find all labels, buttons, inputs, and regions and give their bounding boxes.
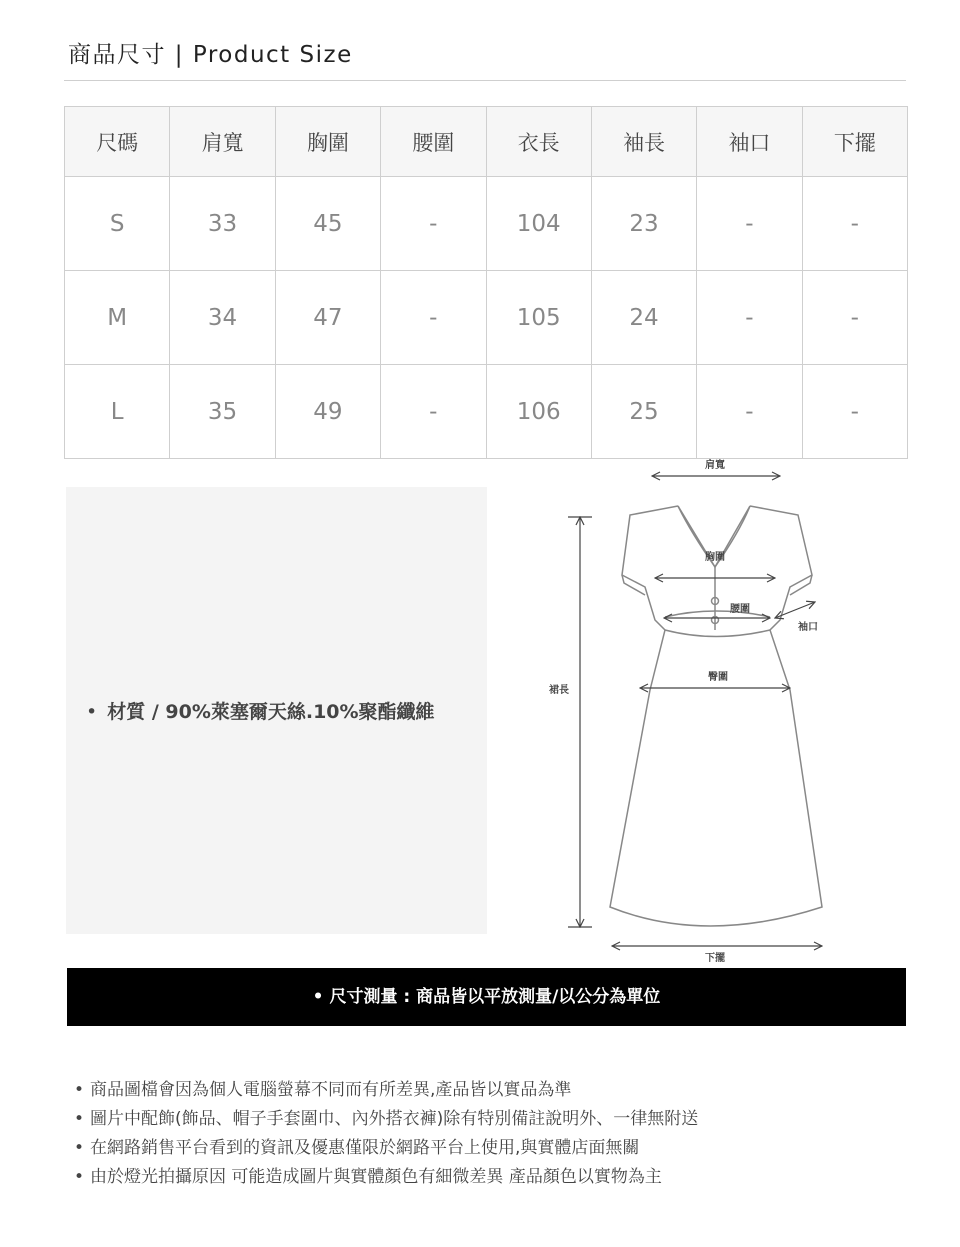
list-item: • 圖片中配飾(飾品、帽子手套圍巾、內外搭衣褲)除有特別備註說明外、一律無附送 bbox=[74, 1106, 698, 1135]
header-length: 衣長 bbox=[486, 107, 591, 177]
garment-diagram bbox=[540, 455, 840, 965]
header-hem: 下擺 bbox=[802, 107, 907, 177]
table-cell: M bbox=[65, 271, 170, 365]
notes-list bbox=[74, 1077, 698, 1193]
bullet: • bbox=[86, 701, 98, 723]
material-text: 材質 / 90%萊塞爾天絲.10%聚酯纖維 bbox=[107, 701, 435, 723]
table-cell: - bbox=[697, 271, 802, 365]
table-cell: 24 bbox=[591, 271, 696, 365]
table-cell: 47 bbox=[275, 271, 380, 365]
material-panel bbox=[66, 487, 487, 934]
header-shoulder: 肩寬 bbox=[170, 107, 275, 177]
measure-arrows bbox=[568, 476, 822, 946]
header-cuff: 袖口 bbox=[697, 107, 802, 177]
table-cell: - bbox=[697, 365, 802, 459]
table-cell: S bbox=[65, 177, 170, 271]
chest-label: 胸圍 bbox=[705, 552, 725, 563]
table-cell: 104 bbox=[486, 177, 591, 271]
skirt-length-label: 裙長 bbox=[549, 685, 569, 696]
size-table bbox=[64, 106, 908, 459]
table-cell: 105 bbox=[486, 271, 591, 365]
header-waist: 腰圍 bbox=[381, 107, 486, 177]
list-item: • 商品圖檔會因為個人電腦螢幕不同而有所差異,產品皆以實品為準 bbox=[74, 1077, 698, 1106]
waist-label: 腰圍 bbox=[730, 604, 750, 615]
table-cell: 34 bbox=[170, 271, 275, 365]
table-cell: - bbox=[697, 177, 802, 271]
table-cell: - bbox=[381, 365, 486, 459]
table-row bbox=[65, 365, 908, 459]
table-row bbox=[65, 177, 908, 271]
table-row bbox=[65, 271, 908, 365]
measure-note-bar: • 尺寸測量 : 商品皆以平放測量/以公分為單位 bbox=[67, 968, 906, 1026]
list-item: • 在網路銷售平台看到的資訊及優惠僅限於網路平台上使用,與實體店面無關 bbox=[74, 1135, 698, 1164]
title-divider bbox=[64, 80, 906, 81]
table-cell: L bbox=[65, 365, 170, 459]
hip-label: 臀圍 bbox=[708, 672, 728, 683]
dress-outline bbox=[610, 506, 822, 926]
table-cell: 23 bbox=[591, 177, 696, 271]
table-cell: 25 bbox=[591, 365, 696, 459]
cuff-label: 袖口 bbox=[798, 622, 818, 633]
hem-label: 下擺 bbox=[705, 953, 725, 964]
header-chest: 胸圍 bbox=[275, 107, 380, 177]
table-cell: - bbox=[802, 177, 907, 271]
list-item: • 由於燈光拍攝原因 可能造成圖片與實體顏色有細微差異 產品顏色以實物為主 bbox=[74, 1164, 698, 1193]
table-cell: 49 bbox=[275, 365, 380, 459]
table-cell: 35 bbox=[170, 365, 275, 459]
table-cell: - bbox=[381, 177, 486, 271]
table-cell: 106 bbox=[486, 365, 591, 459]
header-sleeve-length: 袖長 bbox=[591, 107, 696, 177]
table-cell: 33 bbox=[170, 177, 275, 271]
material-line bbox=[86, 697, 435, 724]
page-title: 商品尺寸 | Product Size bbox=[68, 42, 353, 68]
table-cell: - bbox=[802, 365, 907, 459]
table-cell: - bbox=[381, 271, 486, 365]
table-header-row bbox=[65, 107, 908, 177]
shoulder-label: 肩寬 bbox=[705, 460, 725, 471]
header-size: 尺碼 bbox=[65, 107, 170, 177]
table-cell: 45 bbox=[275, 177, 380, 271]
table-cell: - bbox=[802, 271, 907, 365]
